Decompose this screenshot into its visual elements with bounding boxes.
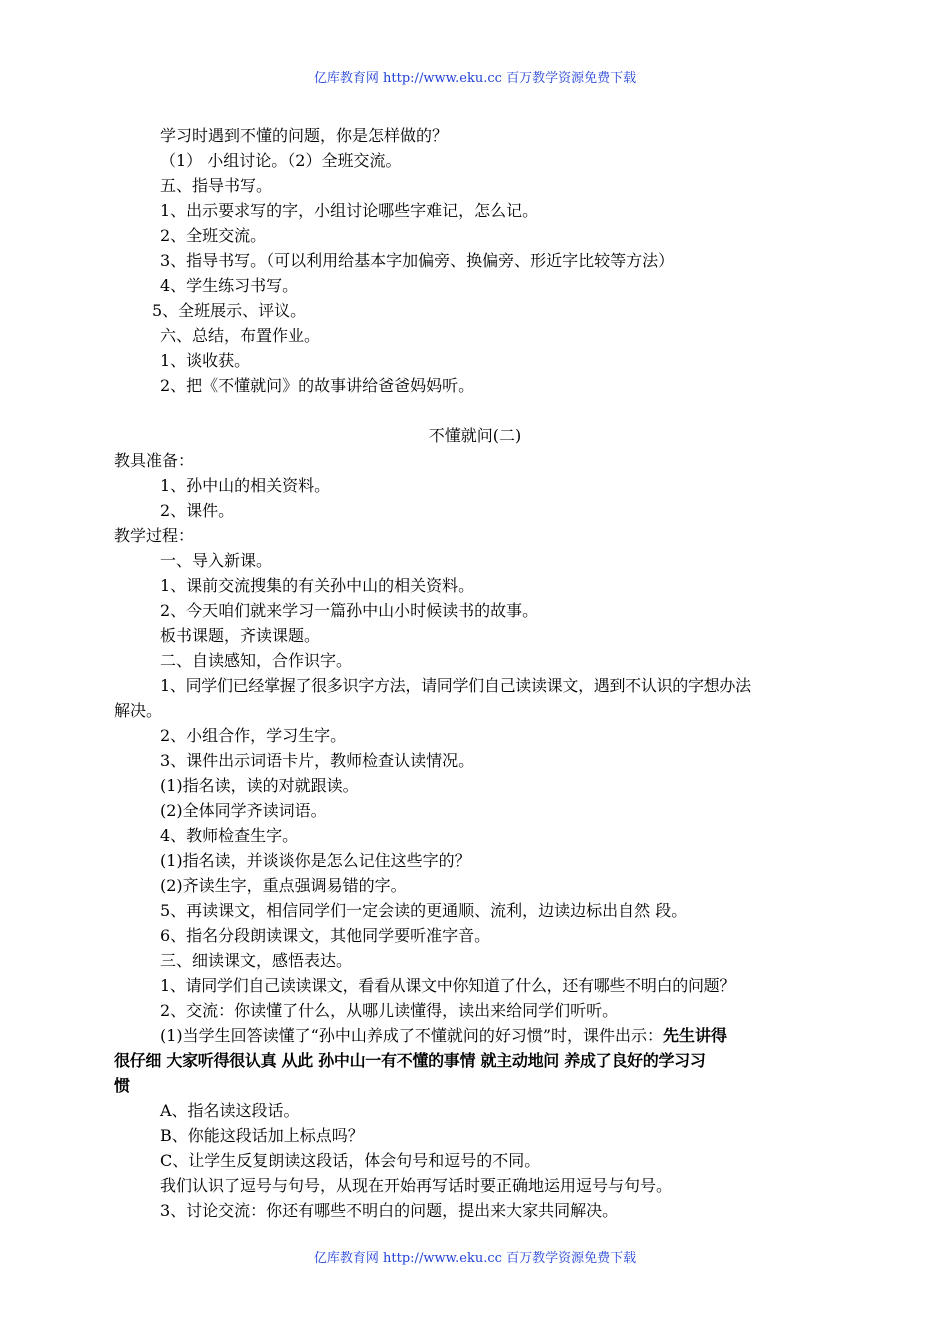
page-footer: 亿库教育网 http://www.eku.cc 百万教学资源免费下载 (313, 1251, 637, 1266)
text-line: 6、指名分段朗读课文，其他同学要听准字音。 (160, 926, 491, 945)
highlighted-text: 很仔细 大家听得很认真 从此 孙中山一有不懂的事情 就主动地问 养成了良好的学习习 (114, 1051, 706, 1070)
text-line: 4、学生练习书写。 (160, 276, 299, 295)
text-line: 2、全班交流。 (160, 226, 267, 245)
text-line: 1、同学们已经掌握了很多识字方法，请同学们自己读读课文，遇到不认识的字想办法 (160, 676, 751, 695)
text-line: 2、课件。 (160, 501, 235, 520)
text-line: 1、出示要求写的字，小组讨论哪些字难记，怎么记。 (160, 201, 539, 220)
text-line: 我们认识了逗号与句号，从现在开始再写话时要正确地运用逗号与句号。 (160, 1176, 673, 1195)
text-line: 解决。 (114, 701, 163, 720)
text-line-part: (1)当学生回答读懂了“孙中山养成了不懂就问的好习惯”时，课件出示： (160, 1026, 664, 1045)
text-line: B、你能这段话加上标点吗？ (160, 1126, 364, 1145)
text-line: A、指名读这段话。 (160, 1101, 300, 1120)
text-line: 3、指导书写。（可以利用给基本字加偏旁、换偏旁、形近字比较等方法） (160, 251, 675, 270)
text-line: 2、把《不懂就问》的故事讲给爸爸妈妈听。 (160, 376, 475, 395)
text-line: (1)指名读，读的对就跟读。 (160, 776, 359, 795)
text-line: (1)指名读，并谈谈你是怎么记住这些字的？ (160, 851, 471, 870)
highlighted-text: 先生讲得 (663, 1026, 728, 1045)
text-line: 1、谈收获。 (160, 351, 251, 370)
text-line: 5、再读课文，相信同学们一定会读的更通顺、流利，边读边标出自然 段。 (160, 901, 688, 920)
text-line: 二、自读感知，合作识字。 (160, 651, 353, 670)
text-line: 1、孙中山的相关资料。 (160, 476, 331, 495)
text-line: 1、请同学们自己读读课文，看看从课文中你知道了什么，还有哪些不明白的问题？ (160, 976, 736, 995)
text-line: （1） 小组讨论。（2）全班交流。 (160, 151, 402, 170)
text-line: 教具准备： (114, 451, 195, 470)
page-header: 亿库教育网 http://www.eku.cc 百万教学资源免费下载 (313, 71, 637, 86)
text-line: 板书课题，齐读课题。 (160, 626, 321, 645)
highlighted-text: 惯 (114, 1076, 131, 1095)
text-line: 2、今天咱们就来学习一篇孙中山小时候读书的故事。 (160, 601, 539, 620)
text-line: 教学过程： (114, 526, 195, 545)
text-line: (2)齐读生字，重点强调易错的字。 (160, 876, 407, 895)
text-line: 学习时遇到不懂的问题，你是怎样做的？ (160, 126, 449, 145)
text-line: 六、总结，布置作业。 (160, 326, 321, 345)
text-line: 3、课件出示词语卡片，教师检查认读情况。 (160, 751, 475, 770)
text-line: 2、小组合作，学习生字。 (160, 726, 347, 745)
text-line: (2)全体同学齐读词语。 (160, 801, 327, 820)
text-line: 3、讨论交流：你还有哪些不明白的问题，提出来大家共同解决。 (160, 1201, 619, 1220)
section-title: 不懂就问(二) (428, 426, 522, 445)
text-line: 2、交流：你读懂了什么，从哪儿读懂得，读出来给同学们听听。 (160, 1001, 619, 1020)
text-line: 4、教师检查生字。 (160, 826, 299, 845)
text-line: C、让学生反复朗读这段话，体会句号和逗号的不同。 (160, 1151, 541, 1170)
text-line (160, 1026, 727, 1046)
text-line: 5、全班展示、评议。 (152, 301, 307, 320)
text-line: 1、课前交流搜集的有关孙中山的相关资料。 (160, 576, 475, 595)
text-line: 五、指导书写。 (160, 176, 273, 195)
text-line: 一、导入新课。 (160, 551, 273, 570)
text-line: 三、细读课文，感悟表达。 (160, 951, 353, 970)
